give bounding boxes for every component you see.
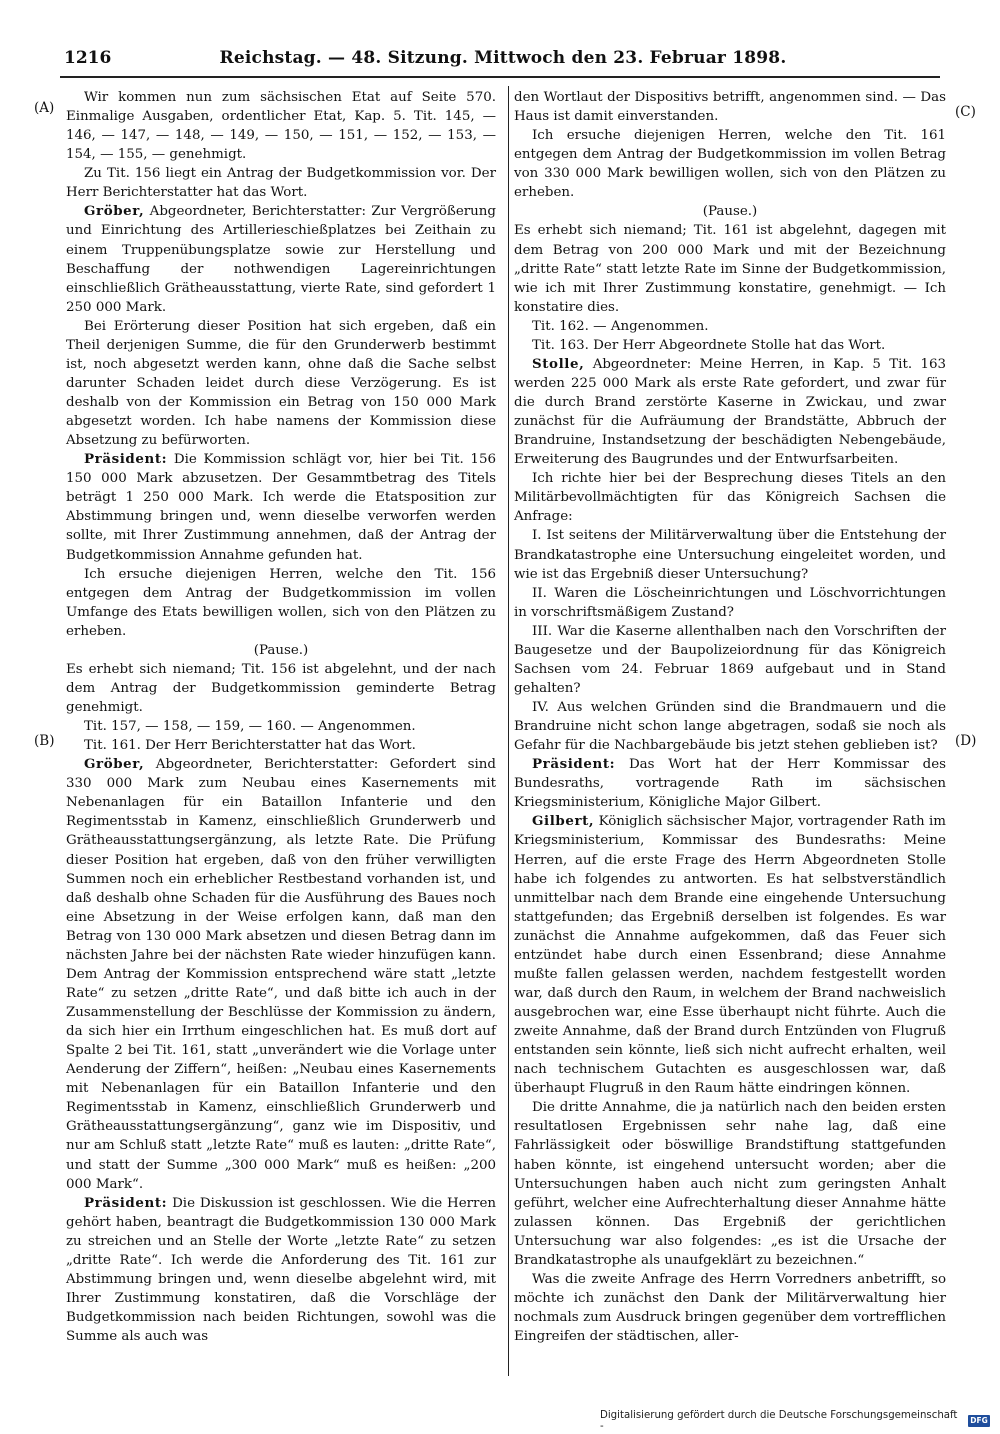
speech-paragraph — [514, 355, 946, 469]
paragraph: Es erhebt sich niemand; Tit. 161 ist abgelehnt, dagegen mit dem Betrag von 200 000 Mark und mit der Bezeichnung „dritte Rate“ statt letzte Rate im Sinne der Budgetkommission, wie ich mit Ihrer Zustimmung konstatire, genehmigt. — Ich konstatire dies. — [514, 223, 946, 315]
speech-text: Das Wort hat der Herr Kommissar des Bundesraths, vortragende Rath im sächsischen Kriegsministerium, Königliche Major Gilbert. — [514, 757, 946, 811]
footer — [600, 1410, 990, 1432]
paragraph: Was die zweite Anfrage des Herrn Vorredners anbetrifft, so möchte ich zunächst den Dank der Militärverwaltung hier nochmals zum Ausdruck bringen gegenüber dem vortrefflichen Eingreifen der städtischen, aller- — [514, 1271, 946, 1345]
margin-marker-c: (C) — [955, 104, 976, 120]
paragraph: Zu Tit. 156 liegt ein Antrag der Budgetkommission vor. Der Herr Berichterstatter hat das Wort. — [66, 166, 496, 201]
speech-paragraph — [66, 755, 496, 1193]
speaker-name: Präsident: — [84, 1194, 168, 1211]
speech-text: Abgeordneter, Berichterstatter: Zur Vergrößerung und Einrichtung des Artillerieschießplatzes bei Zeithain zu einem Truppenübungsplatze sowie zur Herstellung und Beschaffung der nothwendigen Lagereinrichtungen einschließlich Grätheausstattung, vierte Rate, sind gefordert 1 250 000 Mark. — [66, 204, 496, 315]
paragraph: Tit. 162. — Angenommen. — [532, 318, 709, 334]
paragraph: Es erhebt sich niemand; Tit. 156 ist abgelehnt, und der nach dem Antrag der Budgetkommission geminderte Betrag genehmigt. — [66, 661, 496, 715]
paragraph: Tit. 157, — 158, — 159, — 160. — Angenommen. — [84, 719, 416, 735]
paragraph: I. Ist seitens der Militärverwaltung über die Entstehung der Brandkatastrophe eine Untersuchung eingeleitet worden, und wie ist das Ergebniß dieser Untersuchung? — [514, 528, 946, 582]
paragraph: II. Waren die Löscheinrichtungen und Löschvorrichtungen in vorschriftsmäßigem Zustand? — [514, 585, 946, 620]
pause-note: (Pause.) — [253, 642, 309, 658]
paragraph: Tit. 163. Der Herr Abgeordnete Stolle hat das Wort. — [532, 337, 886, 353]
paragraph: III. War die Kaserne allenthalben nach den Vorschriften der Baugesetze und der Baupolizeiordnung für das Königreich Sachsen vom 24. Februar 1869 aufgebaut und in Stand gehalten? — [514, 623, 946, 696]
speech-paragraph — [514, 755, 946, 812]
pause-note: (Pause.) — [702, 204, 758, 220]
paragraph: Ich ersuche diejenigen Herren, welche den Tit. 161 entgegen dem Antrag der Budgetkommission im vollen Betrag von 330 000 Mark bewilligen wollen, sich von den Plätzen zu erheben. — [514, 128, 946, 201]
margin-marker-b: (B) — [34, 733, 55, 749]
paragraph: Ich ersuche diejenigen Herren, welche den Tit. 156 entgegen dem Antrag der Budgetkommission im vollen Umfange des Etats bewilligen wollen, sich von den Plätzen zu erheben. — [66, 566, 496, 639]
speaker-name: Gröber, — [84, 756, 145, 773]
page-number: 1216 — [64, 48, 112, 68]
paragraph: Tit. 161. Der Herr Berichterstatter hat das Wort. — [84, 738, 416, 754]
paragraph: Die dritte Annahme, die ja natürlich nach den beiden ersten resultatlosen Ergebnissen sehr nahe lag, daß eine Fahrlässigkeit oder böswillige Brandstiftung stattgefunden haben könnte, ist eingehend untersucht worden; aber die Untersuchungen haben auch nicht zum geringsten Anhalt geführt, welcher eine Aufrechterhaltung dieser Annahme hätte zulassen können. Das Ergebniß der gerichtlichen Untersuchung war also folgendes: „es ist die Ursache der Brandkatastrophe als unaufgeklärt zu bezeichnen.“ — [514, 1100, 946, 1268]
speaker-name: Gilbert, — [532, 813, 595, 830]
speech-text: Königlich sächsischer Major, vortragender Rath im Kriegsministerium, Kommissar des Bundesraths: Meine Herren, auf die erste Frage des Herrn Abgeordneten Stolle habe ich folgendes zu antworten. Es hat selbstverständlich unmittelbar nach dem Brande eine eingehende Untersuchung stattgefunden; das Ergebniß derselben ist folgendes. Es war zunächst die Annahme aufgekommen, daß das Feuer sich entzündet habe durch einen Essenbrand; diese Annahme mußte fallen gelassen werden, nachdem festgestellt worden war, daß durch den Raum, in welchem der Brand nachweislich ausgebrochen war, eine Esse überhaupt nicht führte. Auch die zweite Annahme, daß der Brand durch Entzünden von Flugruß entstanden sein könnte, ließ sich nicht aufrecht erhalten, weil nach technischem Gutachten es ausgeschlossen war, daß überhaupt Flugruß in den Raum hätte eindringen können. — [514, 814, 946, 1097]
speech-text: Die Kommission schlägt vor, hier bei Tit. 156 150 000 Mark abzusetzen. Der Gesammtbetrag des Titels beträgt 1 250 000 Mark. Ich werde die Etatsposition zur Abstimmung bringen und, wenn dieselbe verworfen werden sollte, mit Ihrer Zustimmung annehmen, daß der Antrag der Budgetkommission Annahme gefunden hat. — [66, 452, 496, 563]
speaker-name: Gröber, — [84, 203, 145, 220]
speaker-name: Stolle, — [532, 355, 585, 372]
speech-text: Die Diskussion ist geschlossen. Wie die Herren gehört haben, beantragt die Budgetkommission 130 000 Mark zu streichen und an Stelle der Worte „letzte Rate“ zu setzen „dritte Rate“. Ich werde die Anforderung des Tit. 161 zur Abstimmung bringen und, wenn dieselbe abgelehnt wird, mit Ihrer Zustimmung konstatiren, daß die Vorschläge der Budgetkommission nach beiden Richtungen, sowohl was die Summe als auch was — [66, 1195, 496, 1345]
paragraph: Wir kommen nun zum sächsischen Etat auf Seite 570. Einmalige Ausgaben, ordentlicher Etat, Kap. 5. Tit. 145, — 146, — 147, — 148, — 149, — 150, — 151, — 152, — 153, — 154, — 155, — genehmigt. — [66, 90, 496, 163]
header-rule — [60, 76, 940, 78]
speech-paragraph — [66, 202, 496, 316]
left-column — [66, 88, 496, 1346]
column-divider — [508, 86, 509, 1376]
dfg-logo: DFG — [968, 1415, 990, 1427]
right-column — [514, 88, 946, 1346]
speaker-name: Präsident: — [84, 451, 168, 468]
paragraph: IV. Aus welchen Gründen sind die Brandmauern und die Brandruine nicht schon lange abgetragen, sodaß sie noch als Gefahr für die Nachbargebäude bis jetzt stehen geblieben ist? — [514, 700, 946, 754]
margin-marker-d: (D) — [955, 733, 977, 749]
speech-text: Abgeordneter, Berichterstatter: Gefordert sind 330 000 Mark zum Neubau eines Kasernements mit Nebenanlagen für ein Bataillon Infanterie und den Regimentsstab in Kamenz, einschließlich Grunderwerb und Grätheausstattungsergänzung, als letzte Rate. Die Prüfung dieser Position hat ergeben, daß von den früher verwilligten Summen noch ein erheblicher Restbestand vorhanden ist, und daß deshalb ohne Schaden für die Ausführung des Baues noch eine Absetzung in der Weise erfolgen kann, daß man den Betrag von 130 000 Mark absetzen und diesen Betrag dann im nächsten Jahre bei der nächsten Rate wieder hinzufügen kann. Dem Antrag der Kommission entsprechend wäre statt „letzte Rate“ zu setzen „dritte Rate“, und daß bitte ich auch in der Zusammenstellung der Beschlüsse der Kommission zu ändern, da sich hier ein Irrthum eingeschlichen hat. Es muß dort auf Spalte 2 bei Tit. 161, statt „unverändert wie die Vorlage unter Aenderung der Ziffern“, heißen: „Neubau eines Kasernements mit Nebenanlagen für ein Bataillon Infanterie und den Regimentsstab in Kamenz, einschließlich Grunderwerb und Grätheausstattungsergänzung“, ganz wie im Dispositiv, und nur am Schluß statt „letzte Rate“ muß es lauten: „dritte Rate“, und statt der Summe „300 000 Mark“ muß es heißen: „200 000 Mark“. — [66, 757, 496, 1192]
speech-paragraph — [66, 450, 496, 564]
paragraph: Bei Erörterung dieser Position hat sich ergeben, daß ein Theil derjenigen Summe, die für den Grunderwerb bestimmt ist, noch abgesetzt werden kann, ohne daß die Sache selbst darunter Schaden leidet durch diese Verzögerung. Es ist deshalb von der Kommission ein Betrag von 150 000 Mark abgesetzt worden. Ich habe namens der Kommission diese Absetzung zu befürworten. — [66, 318, 496, 449]
paragraph: den Wortlaut der Dispositivs betrifft, angenommen sind. — Das Haus ist damit einverstanden. — [514, 90, 946, 125]
paragraph: Ich richte hier bei der Besprechung dieses Titels an den Militärbevollmächtigten für das Königreich Sachsen die Anfrage: — [514, 471, 946, 525]
running-title: Reichstag. — 48. Sitzung. Mittwoch den 23. Februar 1898. — [219, 48, 787, 68]
speech-paragraph — [514, 812, 946, 1098]
page-header — [28, 48, 978, 74]
footer-text: Digitalisierung gefördert durch die Deutsche Forschungsgemeinschaft - — [600, 1410, 958, 1432]
speaker-name: Präsident: — [532, 756, 616, 773]
margin-marker-a: (A) — [34, 100, 55, 116]
speech-paragraph — [66, 1194, 496, 1347]
speech-text: Abgeordneter: Meine Herren, in Kap. 5 Tit. 163 werden 225 000 Mark als erste Rate gefordert, und zwar für die durch Brand zerstörte Kaserne in Zwickau, und zwar zunächst für die Aufräumung der Brandstätte, Abbruch der Brandruine, Instandsetzung der beschädigten Nebengebäude, Erweiterung des Baugrundes und der Entwurfsarbeiten. — [514, 356, 946, 468]
